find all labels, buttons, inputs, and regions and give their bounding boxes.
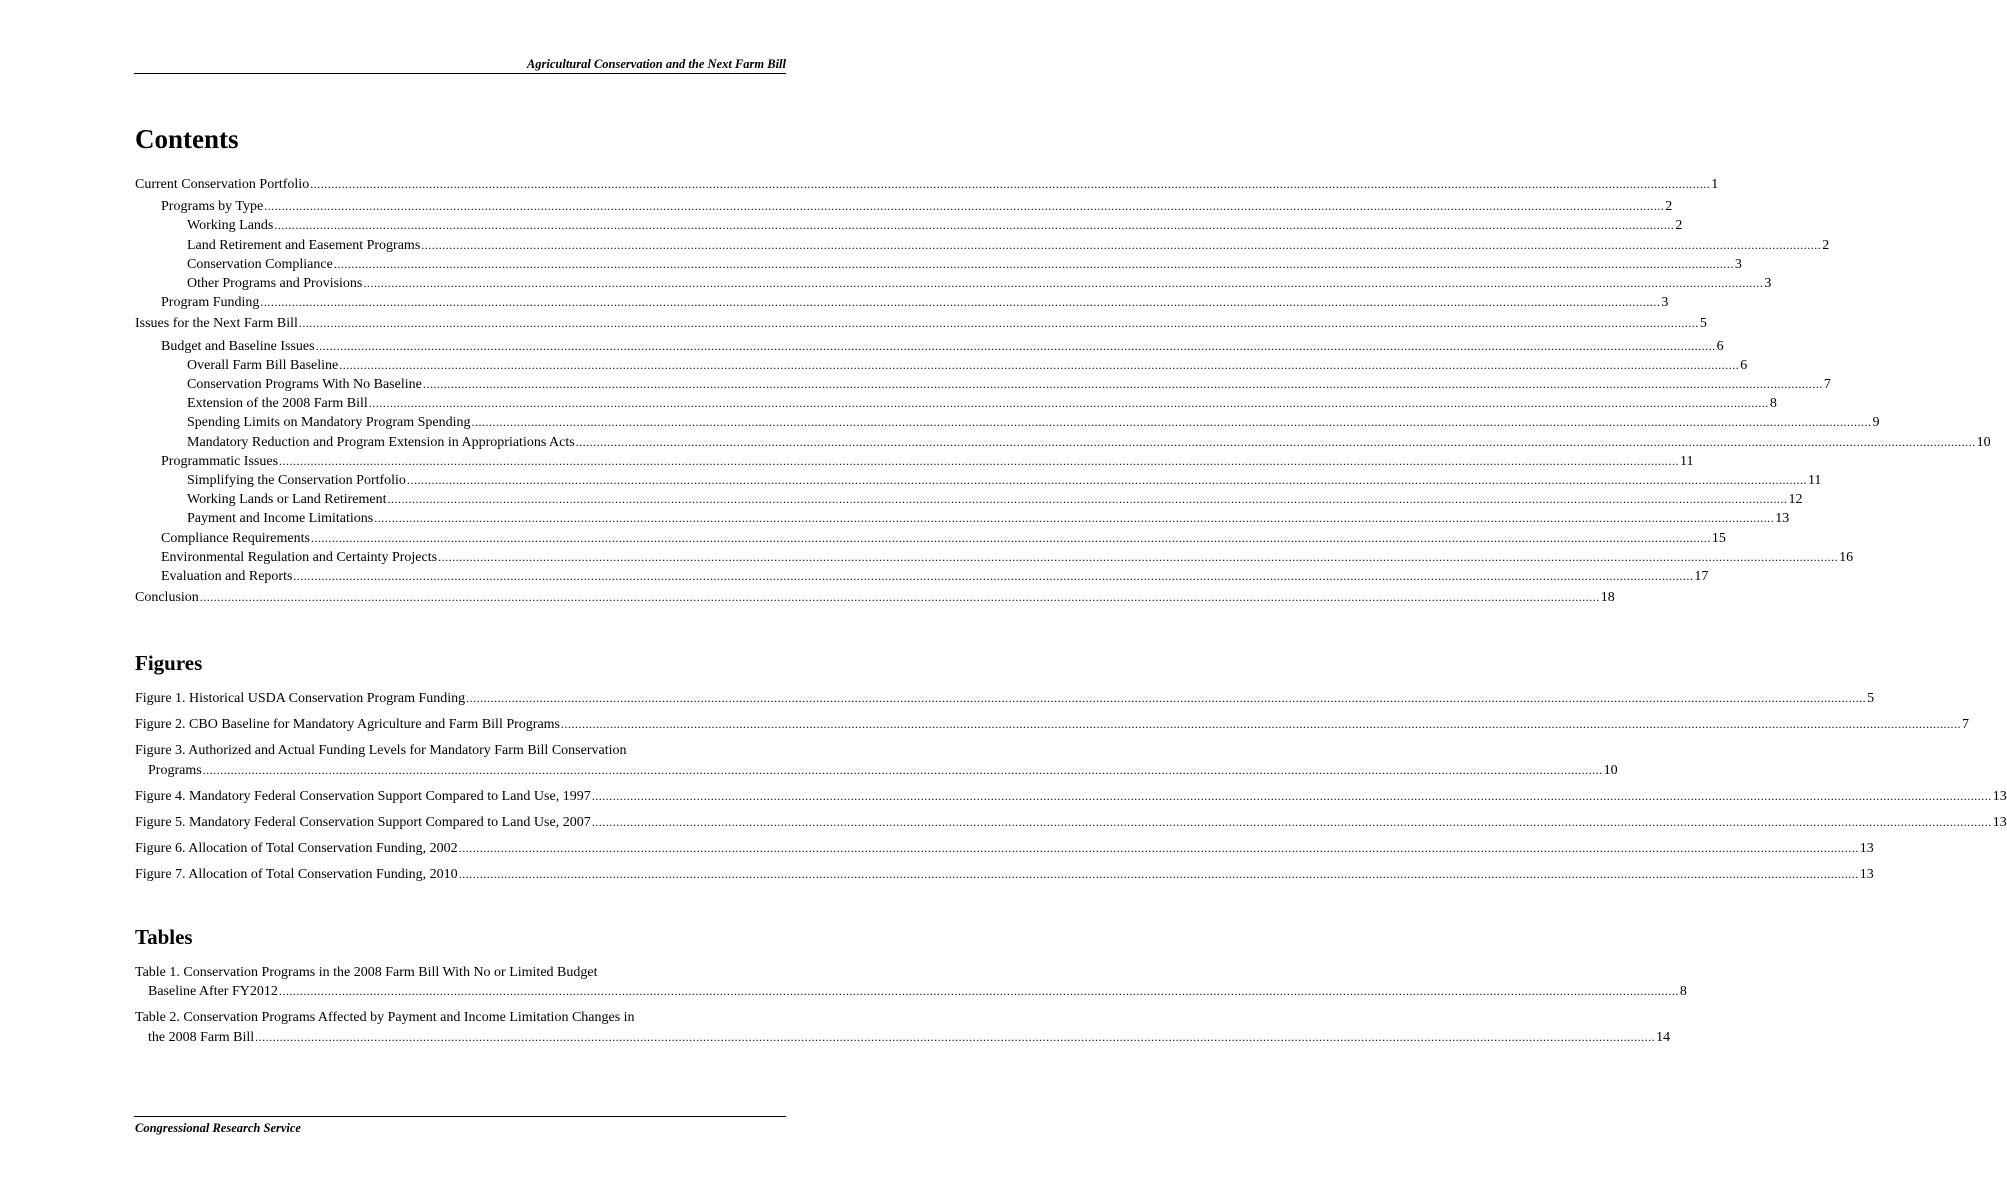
toc-row — [187, 413, 1880, 432]
dot-leader: ................................................................................................................................................................................................................................................................................................................................................................................................................ — [387, 492, 1788, 507]
toc-row — [135, 813, 2007, 832]
toc-row — [135, 982, 1687, 1001]
toc-row — [135, 839, 1874, 858]
dot-leader: ................................................................................................................................................................................................................................................................................................................................................................................................................ — [293, 569, 1694, 584]
toc-entry-title: Budget and Baseline Issues — [161, 338, 315, 354]
dot-leader: ................................................................................................................................................................................................................................................................................................................................................................................................................ — [274, 218, 1675, 233]
dot-leader: ................................................................................................................................................................................................................................................................................................................................................................................................................ — [458, 841, 1859, 856]
toc-row — [187, 255, 1742, 274]
dot-leader: ................................................................................................................................................................................................................................................................................................................................................................................................................ — [561, 717, 1961, 732]
toc-entry[interactable] — [135, 293, 1669, 312]
toc-row — [187, 274, 1772, 293]
toc-entry[interactable] — [135, 394, 1777, 413]
dot-leader: ................................................................................................................................................................................................................................................................................................................................................................................................................ — [264, 199, 1665, 214]
dot-leader: ................................................................................................................................................................................................................................................................................................................................................................................................................ — [310, 530, 1711, 545]
footer: Congressional Research Service — [135, 1121, 301, 1135]
toc-entry-page: 18 — [1600, 590, 1615, 606]
toc-entry-page: 6 — [1740, 357, 1748, 373]
toc-entry[interactable] — [135, 236, 1830, 255]
footer-rule — [134, 1116, 786, 1117]
toc-row — [161, 452, 1694, 471]
toc-entry[interactable] — [135, 216, 1683, 235]
toc-entry[interactable] — [135, 274, 1772, 293]
toc-entry-page: 13 — [1859, 867, 1874, 883]
dot-leader: ................................................................................................................................................................................................................................................................................................................................................................................................................ — [298, 316, 1699, 331]
toc-entry-page: 2 — [1822, 237, 1830, 253]
toc-entry-page: 7 — [1962, 717, 1969, 733]
toc-entry-title: Payment and Income Limitations — [187, 511, 374, 527]
toc-entry-title: Working Lands or Land Retirement — [187, 492, 387, 508]
toc-row — [187, 433, 1991, 452]
dot-leader: ................................................................................................................................................................................................................................................................................................................................................................................................................ — [339, 357, 1740, 372]
toc-entry-page: 10 — [1603, 762, 1618, 778]
figures-list — [135, 689, 2007, 892]
toc-entry-title: Evaluation and Reports — [161, 569, 293, 585]
toc-entry-page: 16 — [1839, 549, 1854, 565]
toc-entry-title: the 2008 Farm Bill — [148, 1029, 255, 1045]
dot-leader: ................................................................................................................................................................................................................................................................................................................................................................................................................ — [202, 762, 1603, 777]
toc-row — [135, 1028, 1671, 1047]
toc-entry-page: 11 — [1807, 473, 1822, 489]
toc-entry-page: 1 — [1711, 177, 1719, 192]
toc-row — [135, 761, 1618, 780]
toc-row — [187, 394, 1777, 413]
tables-heading: Tables — [135, 925, 193, 949]
toc-entry-title: Figure 1. Historical USDA Conservation Program Funding — [135, 691, 466, 706]
toc-entry-title: Figure 2. CBO Baseline for Mandatory Agriculture and Farm Bill Programs — [135, 717, 560, 733]
toc-entry-page: 15 — [1711, 530, 1726, 546]
toc-entry-title: Figure 6. Allocation of Total Conservation Funding, 2002 — [135, 841, 458, 857]
toc-entry-title: Issues for the Next Farm Bill — [135, 316, 298, 332]
contents-list — [135, 175, 1991, 610]
toc-entry[interactable] — [135, 175, 1719, 194]
dot-leader: ................................................................................................................................................................................................................................................................................................................................................................................................................ — [260, 295, 1661, 310]
toc-entry-title: Programmatic Issues — [161, 453, 279, 469]
toc-entry-title: Current Conservation Portfolio — [135, 177, 310, 192]
dot-leader: ................................................................................................................................................................................................................................................................................................................................................................................................................ — [421, 237, 1822, 252]
toc-entry[interactable] — [135, 588, 1615, 607]
toc-row — [161, 337, 1724, 356]
figure-entry[interactable] — [135, 787, 2007, 806]
toc-entry-title: Land Retirement and Easement Programs — [187, 237, 421, 253]
toc-entry-title: Figure 5. Mandatory Federal Conservation Support Compared to Land Use, 2007 — [135, 815, 591, 831]
toc-row — [135, 175, 1719, 194]
toc-entry-title: Figure 7. Allocation of Total Conservation Funding, 2010 — [135, 867, 458, 883]
toc-row — [187, 356, 1748, 375]
toc-entry-page: 3 — [1734, 256, 1742, 272]
toc-entry[interactable] — [135, 255, 1742, 274]
toc-entry-page: 17 — [1694, 569, 1709, 585]
toc-row — [161, 548, 1854, 567]
toc-entry-page: 2 — [1675, 218, 1683, 234]
toc-entry[interactable] — [135, 471, 1822, 490]
toc-entry[interactable] — [135, 337, 1724, 356]
toc-entry-page: 2 — [1665, 199, 1673, 215]
toc-row — [187, 471, 1822, 490]
toc-row — [135, 588, 1615, 607]
toc-entry-first-line: Table 2. Conservation Programs Affected by Payment and Income Limitation Changes in — [135, 1010, 635, 1026]
toc-entry-title: Other Programs and Provisions — [187, 276, 363, 292]
figure-entry[interactable] — [135, 715, 1969, 734]
toc-entry[interactable] — [135, 433, 1991, 452]
figures-heading: Figures — [135, 651, 203, 675]
dot-leader: ................................................................................................................................................................................................................................................................................................................................................................................................................ — [471, 415, 1872, 430]
table-entry[interactable] — [135, 1008, 1671, 1046]
toc-row — [161, 197, 1673, 216]
toc-entry[interactable] — [135, 490, 1803, 509]
figure-entry[interactable] — [135, 839, 1874, 858]
dot-leader: ................................................................................................................................................................................................................................................................................................................................................................................................................ — [591, 788, 1992, 803]
toc-entry-first-line: Table 1. Conservation Programs in the 2008 Farm Bill With No or Limited Budget — [135, 965, 598, 980]
figure-entry[interactable] — [135, 689, 1875, 708]
toc-entry-title: Conservation Compliance — [187, 256, 333, 272]
toc-entry[interactable] — [135, 567, 1709, 586]
toc-entry-page: 3 — [1661, 295, 1669, 311]
toc-row — [187, 509, 1790, 528]
toc-row — [135, 689, 1875, 708]
toc-entry[interactable] — [135, 548, 1854, 567]
table-entry[interactable] — [135, 963, 1687, 1001]
figure-entry[interactable] — [135, 813, 2007, 832]
contents-heading: Contents — [135, 124, 239, 154]
toc-entry-page: 3 — [1764, 276, 1772, 292]
toc-entry[interactable] — [135, 452, 1694, 471]
toc-entry-page: 5 — [1699, 316, 1707, 332]
toc-entry-page: 8 — [1769, 396, 1777, 412]
toc-entry-title: Baseline After FY2012 — [148, 984, 278, 1000]
toc-row — [161, 293, 1669, 312]
toc-entry-page: 13 — [1775, 511, 1790, 527]
dot-leader: ................................................................................................................................................................................................................................................................................................................................................................................................................ — [591, 815, 1992, 830]
toc-entry-first-line: Figure 3. Authorized and Actual Funding Levels for Mandatory Farm Bill Conservation — [135, 743, 627, 759]
toc-row — [135, 865, 1874, 884]
toc-entry-page: 8 — [1679, 984, 1687, 1000]
toc-entry-page: 13 — [1859, 841, 1874, 857]
tables-list — [135, 963, 1687, 1054]
toc-entry-page: 6 — [1716, 338, 1724, 354]
toc-entry-title: Programs — [148, 762, 202, 778]
toc-entry-page: 12 — [1788, 492, 1803, 508]
dot-leader: ................................................................................................................................................................................................................................................................................................................................................................................................................ — [422, 377, 1823, 392]
dot-leader: ................................................................................................................................................................................................................................................................................................................................................................................................................ — [310, 177, 1711, 191]
toc-entry[interactable] — [135, 356, 1748, 375]
toc-entry-title: Overall Farm Bill Baseline — [187, 357, 339, 373]
dot-leader: ................................................................................................................................................................................................................................................................................................................................................................................................................ — [374, 511, 1775, 526]
toc-entry-page: 13 — [1992, 788, 2007, 804]
dot-leader: ................................................................................................................................................................................................................................................................................................................................................................................................................ — [278, 984, 1679, 999]
toc-entry-page: 13 — [1992, 815, 2007, 831]
dot-leader: ................................................................................................................................................................................................................................................................................................................................................................................................................ — [458, 867, 1859, 882]
dot-leader: ................................................................................................................................................................................................................................................................................................................................................................................................................ — [199, 590, 1600, 605]
dot-leader: ................................................................................................................................................................................................................................................................................................................................................................................................................ — [363, 276, 1764, 291]
toc-entry[interactable] — [135, 197, 1673, 216]
toc-entry-page: 5 — [1867, 691, 1875, 706]
toc-entry-title: Programs by Type — [161, 199, 264, 215]
toc-entry[interactable] — [135, 375, 1831, 394]
toc-row — [161, 567, 1709, 586]
toc-entry-title: Spending Limits on Mandatory Program Spending — [187, 415, 471, 431]
toc-entry-title: Figure 4. Mandatory Federal Conservation Support Compared to Land Use, 1997 — [135, 788, 591, 804]
toc-entry-page: 11 — [1680, 453, 1694, 469]
toc-entry-page: 14 — [1656, 1029, 1671, 1045]
toc-entry-title: Mandatory Reduction and Program Extension in Appropriations Acts — [187, 434, 575, 450]
figure-entry[interactable] — [135, 865, 1874, 884]
dot-leader: ................................................................................................................................................................................................................................................................................................................................................................................................................ — [279, 453, 1680, 468]
toc-entry-title: Conclusion — [135, 590, 199, 606]
toc-entry[interactable] — [135, 529, 1726, 548]
toc-entry-title: Compliance Requirements — [161, 530, 310, 546]
dot-leader: ................................................................................................................................................................................................................................................................................................................................................................................................................ — [255, 1029, 1656, 1044]
toc-entry[interactable] — [135, 413, 1880, 432]
dot-leader: ................................................................................................................................................................................................................................................................................................................................................................................................................ — [466, 691, 1867, 705]
toc-row — [161, 529, 1726, 548]
toc-entry-title: Program Funding — [161, 295, 260, 311]
toc-entry-page: 10 — [1976, 434, 1991, 450]
dot-leader: ................................................................................................................................................................................................................................................................................................................................................................................................................ — [333, 256, 1734, 271]
toc-row — [135, 715, 1969, 734]
dot-leader: ................................................................................................................................................................................................................................................................................................................................................................................................................ — [575, 434, 1976, 449]
toc-entry-title: Conservation Programs With No Baseline — [187, 377, 422, 393]
toc-row — [187, 236, 1830, 255]
toc-row — [187, 216, 1683, 235]
dot-leader: ................................................................................................................................................................................................................................................................................................................................................................................................................ — [315, 338, 1716, 353]
header-rule — [134, 73, 786, 74]
figure-entry[interactable] — [135, 741, 1618, 779]
toc-entry[interactable] — [135, 314, 1707, 333]
dot-leader: ................................................................................................................................................................................................................................................................................................................................................................................................................ — [368, 396, 1769, 411]
toc-row — [187, 490, 1803, 509]
toc-entry-page: 9 — [1872, 415, 1880, 431]
toc-entry-title: Simplifying the Conservation Portfolio — [187, 473, 406, 489]
toc-entry-title: Environmental Regulation and Certainty Projects — [161, 549, 438, 565]
dot-leader: ................................................................................................................................................................................................................................................................................................................................................................................................................ — [438, 549, 1839, 564]
toc-row — [135, 314, 1707, 333]
toc-entry-title: Extension of the 2008 Farm Bill — [187, 396, 368, 412]
toc-row — [187, 375, 1831, 394]
toc-entry-title: Working Lands — [187, 218, 274, 234]
toc-entry-page: 7 — [1823, 377, 1831, 393]
running-header: Agricultural Conservation and the Next Farm Bill — [526, 57, 786, 71]
toc-row — [135, 787, 2007, 806]
toc-entry[interactable] — [135, 509, 1790, 528]
dot-leader: ................................................................................................................................................................................................................................................................................................................................................................................................................ — [406, 473, 1807, 488]
